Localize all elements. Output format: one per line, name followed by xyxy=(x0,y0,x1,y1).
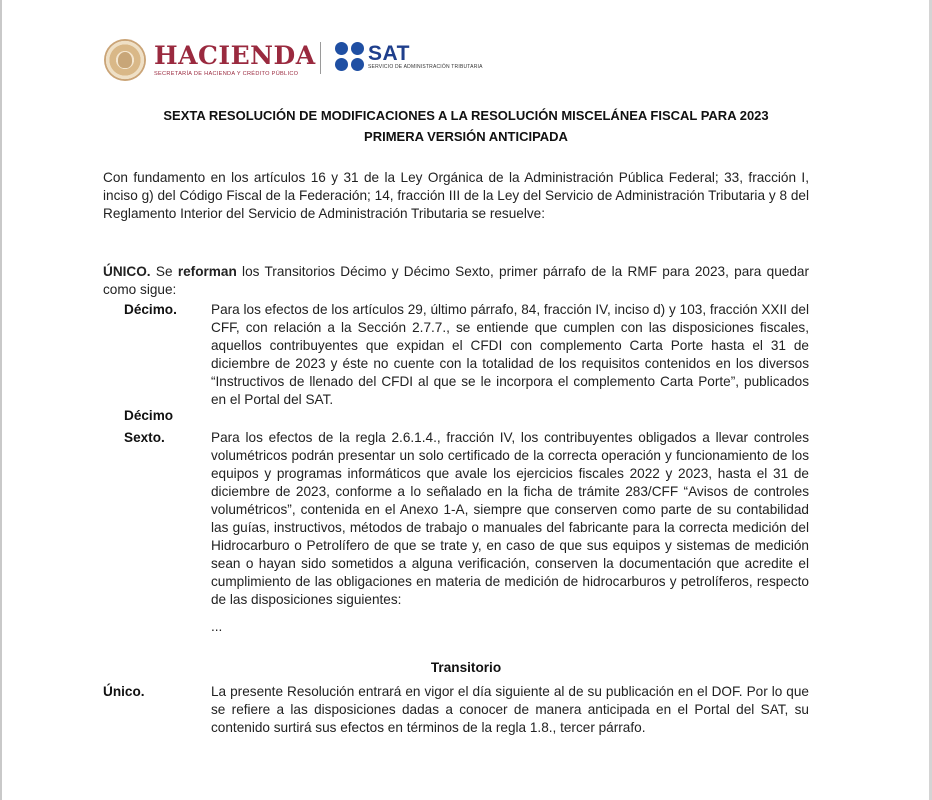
intro-paragraph: Con fundamento en los artículos 16 y 31 de la Ley Orgánica de la Administración Pública Federal; 33, fracción I, inciso g) del Código Fiscal de la Federación; 14, fracción III de la Ley del Servicio de Administración Tributaria y 8 del Reglamento Interior del Servicio de Administración Tributaria se resuelve: xyxy=(103,170,809,221)
decimo-label: Décimo. xyxy=(124,302,177,317)
hacienda-logo xyxy=(104,38,316,82)
transitorio-heading: Transitorio xyxy=(430,660,502,675)
decimo-sexto-label-line1: Décimo xyxy=(124,408,174,423)
sat-subtitle: SERVICIO DE ADMINISTRACIÓN TRIBUTARIA xyxy=(368,64,483,70)
transitorio-paragraph: La presente Resolución entrará en vigor el día siguiente al de su publicación en el DOF. Por lo que se refiere a las disposiciones dadas a conocer de manera anticipada en el Portal del SAT, su contenido surtirá sus efectos en términos de la regla 1.8., tercer párrafo. xyxy=(211,684,809,735)
document-title-line1: SEXTA RESOLUCIÓN DE MODIFICACIONES A LA RESOLUCIÓN MISCELÁNEA FISCAL PARA 2023 xyxy=(163,108,769,123)
transitorio-unico-label: Único. xyxy=(103,684,145,699)
sat-dots-icon xyxy=(335,42,365,72)
decimo-sexto-label-line2: Sexto. xyxy=(124,430,165,445)
ellipsis: ... xyxy=(211,619,223,634)
decimo-sexto-paragraph: Para los efectos de la regla 2.6.1.4., fracción IV, los contribuyentes obligados a llevar controles volumétricos podrán presentar un solo certificado de la correcta operación y funcionamiento de los equipos y programas informáticos que avale los ejercicios fiscales 2022 y 2023, hasta el 31 de diciembre de 2023, conforme a lo señalado en la ficha de trámite 283/CFF “Avisos de controles volumétricos”, contenida en el Anexo 1-A, siempre que conserven como parte de su contabilidad las guías, instructivos, métodos de trabajo o manuales del fabricante para la correcta medición del Hidrocarburo o Petrolífero de que se trate y, en caso de que sus equipos y sistemas de medición sean o hayan sido sometidos a alguna verificación, conserven la documentación que acredite el cumplimiento de las obligaciones en materia de medición de hidrocarburos y petrolíferos, respecto de las disposiciones siguientes: xyxy=(211,430,809,607)
document-title-line2: PRIMERA VERSIÓN ANTICIPADA xyxy=(364,129,568,144)
hacienda-subtitle: SECRETARÍA DE HACIENDA Y CRÉDITO PÚBLICO xyxy=(154,71,299,77)
national-seal-icon xyxy=(104,39,146,81)
decimo-paragraph: Para los efectos de los artículos 29, último párrafo, 84, fracción IV, inciso d) y 103, fracción XXII del CFF, con relación a la Sección 2.7.7., se entiende que cumplen con las disposiciones fiscales, aquellos contribuyentes que expidan el CFDI con complemento Carta Porte hasta el 31 de diciembre de 2023 y éste no cuente con la totalidad de los requisitos contenidos en los diversos “Instructivos de llenado del CFDI al que se le incorpora el complemento Carta Porte”, publicados en el Portal del SAT. xyxy=(211,302,809,407)
sat-logo xyxy=(335,42,483,72)
reforman-word: reforman xyxy=(177,264,237,279)
unico-paragraph: ÚNICO. Se reforman los Transitorios Décimo y Décimo Sexto, primer párrafo de la RMF para 2023, para quedar como sigue: xyxy=(103,264,809,297)
unico-label: ÚNICO. xyxy=(103,264,151,279)
hacienda-title: HACIENDA xyxy=(154,41,316,70)
logo-divider xyxy=(320,42,321,74)
sat-title: SAT xyxy=(368,42,410,65)
